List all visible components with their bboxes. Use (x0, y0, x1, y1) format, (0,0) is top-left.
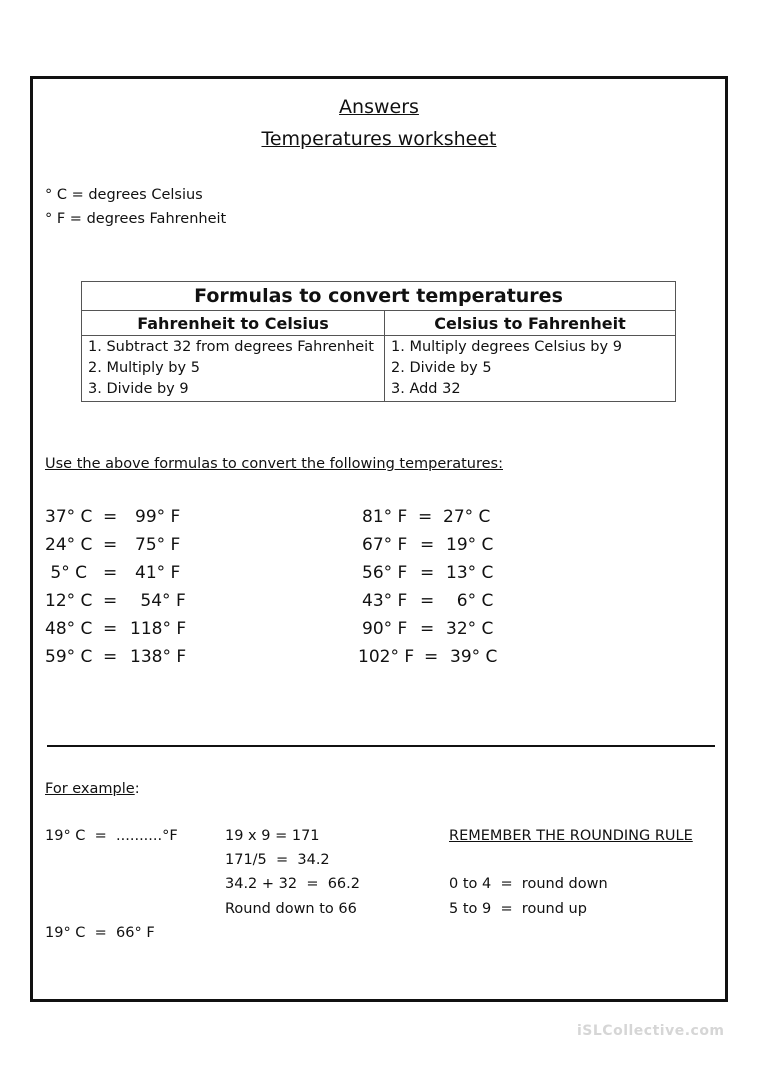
conversion-row (45, 615, 295, 643)
conversion-row (45, 503, 295, 531)
conversion-equals: = (103, 619, 118, 639)
conversion-from: 48° C (45, 619, 93, 639)
conversion-from: 90° F (362, 619, 408, 639)
watermark-text: iSLCollective.com (577, 1023, 725, 1039)
conversion-to: 6° C (446, 591, 494, 611)
conversion-to: 54° F (135, 591, 186, 611)
example-step: 34.2 + 32 = 66.2 (225, 876, 360, 892)
conversions-left (45, 503, 295, 671)
conversion-row (358, 643, 608, 671)
conversion-to: 75° F (135, 535, 181, 555)
conversion-equals: = (424, 647, 439, 667)
conversion-to: 118° F (130, 619, 187, 639)
conversion-from: 5° C (45, 563, 87, 583)
conversions-right (358, 503, 608, 671)
conversion-equals: = (418, 507, 433, 527)
conversion-equals: = (103, 591, 118, 611)
f-to-c-step: 1. Subtract 32 from degrees Fahrenheit (88, 339, 374, 355)
conversion-equals: = (420, 619, 435, 639)
conversion-to: 99° F (135, 507, 181, 527)
conversion-from: 102° F (358, 647, 415, 667)
c-to-f-step: 3. Add 32 (391, 381, 461, 397)
rounding-rule: 5 to 9 = round up (449, 901, 587, 917)
conversion-to: 138° F (130, 647, 187, 667)
c-to-f-step: 1. Multiply degrees Celsius by 9 (391, 339, 622, 355)
example-step: Round down to 66 (225, 901, 357, 917)
example-step: 19 x 9 = 171 (225, 828, 320, 844)
conversion-row (358, 531, 608, 559)
conversion-to: 32° C (446, 619, 494, 639)
f-to-c-heading: Fahrenheit to Celsius (82, 311, 385, 336)
conversion-row (358, 503, 608, 531)
page-title: Answers (339, 96, 419, 118)
c-to-f-steps (385, 336, 676, 402)
conversion-from: 59° C (45, 647, 93, 667)
conversion-from: 24° C (45, 535, 93, 555)
rounding-rule-title: REMEMBER THE ROUNDING RULE (449, 828, 693, 844)
conversion-row (358, 615, 608, 643)
conversion-to: 19° C (446, 535, 494, 555)
definition-celsius: ° C = degrees Celsius (45, 187, 203, 203)
worksheet-frame (30, 76, 728, 1002)
conversion-from: 43° F (362, 591, 408, 611)
conversion-row (45, 643, 295, 671)
conversion-from: 81° F (362, 507, 408, 527)
rounding-rule: 0 to 4 = round down (449, 876, 608, 892)
example-heading-label: For example (45, 781, 135, 797)
conversion-equals: = (103, 535, 118, 555)
conversion-from: 12° C (45, 591, 93, 611)
c-to-f-step: 2. Divide by 5 (391, 360, 492, 376)
c-to-f-heading: Celsius to Fahrenheit (385, 311, 676, 336)
f-to-c-steps (82, 336, 385, 402)
formulas-table (81, 281, 676, 402)
page-subtitle: Temperatures worksheet (261, 128, 497, 150)
conversion-from: 67° F (362, 535, 408, 555)
conversion-to: 27° C (443, 507, 491, 527)
f-to-c-step: 2. Multiply by 5 (88, 360, 200, 376)
conversion-equals: = (420, 535, 435, 555)
conversion-to: 41° F (135, 563, 181, 583)
conversion-from: 56° F (362, 563, 408, 583)
example-step: 171/5 = 34.2 (225, 852, 330, 868)
conversion-row (45, 559, 295, 587)
conversion-row (358, 587, 608, 615)
conversion-equals: = (420, 591, 435, 611)
conversion-row (358, 559, 608, 587)
conversion-from: 37° C (45, 507, 93, 527)
divider-line (47, 745, 715, 747)
conversion-to: 39° C (450, 647, 498, 667)
conversion-equals: = (103, 647, 118, 667)
conversion-equals: = (420, 563, 435, 583)
formulas-caption: Formulas to convert temperatures (82, 282, 676, 311)
example-heading (45, 781, 140, 797)
f-to-c-step: 3. Divide by 9 (88, 381, 189, 397)
conversion-to: 13° C (446, 563, 494, 583)
conversion-equals: = (103, 507, 118, 527)
conversion-equals: = (103, 563, 118, 583)
example-problem: 19° C = ..........°F (45, 828, 178, 844)
example-heading-colon: : (134, 781, 140, 797)
conversion-row (45, 531, 295, 559)
conversion-row (45, 587, 295, 615)
example-answer: 19° C = 66° F (45, 925, 155, 941)
definition-fahrenheit: ° F = degrees Fahrenheit (45, 211, 227, 227)
instruction-text: Use the above formulas to convert the following temperatures: (45, 456, 503, 472)
